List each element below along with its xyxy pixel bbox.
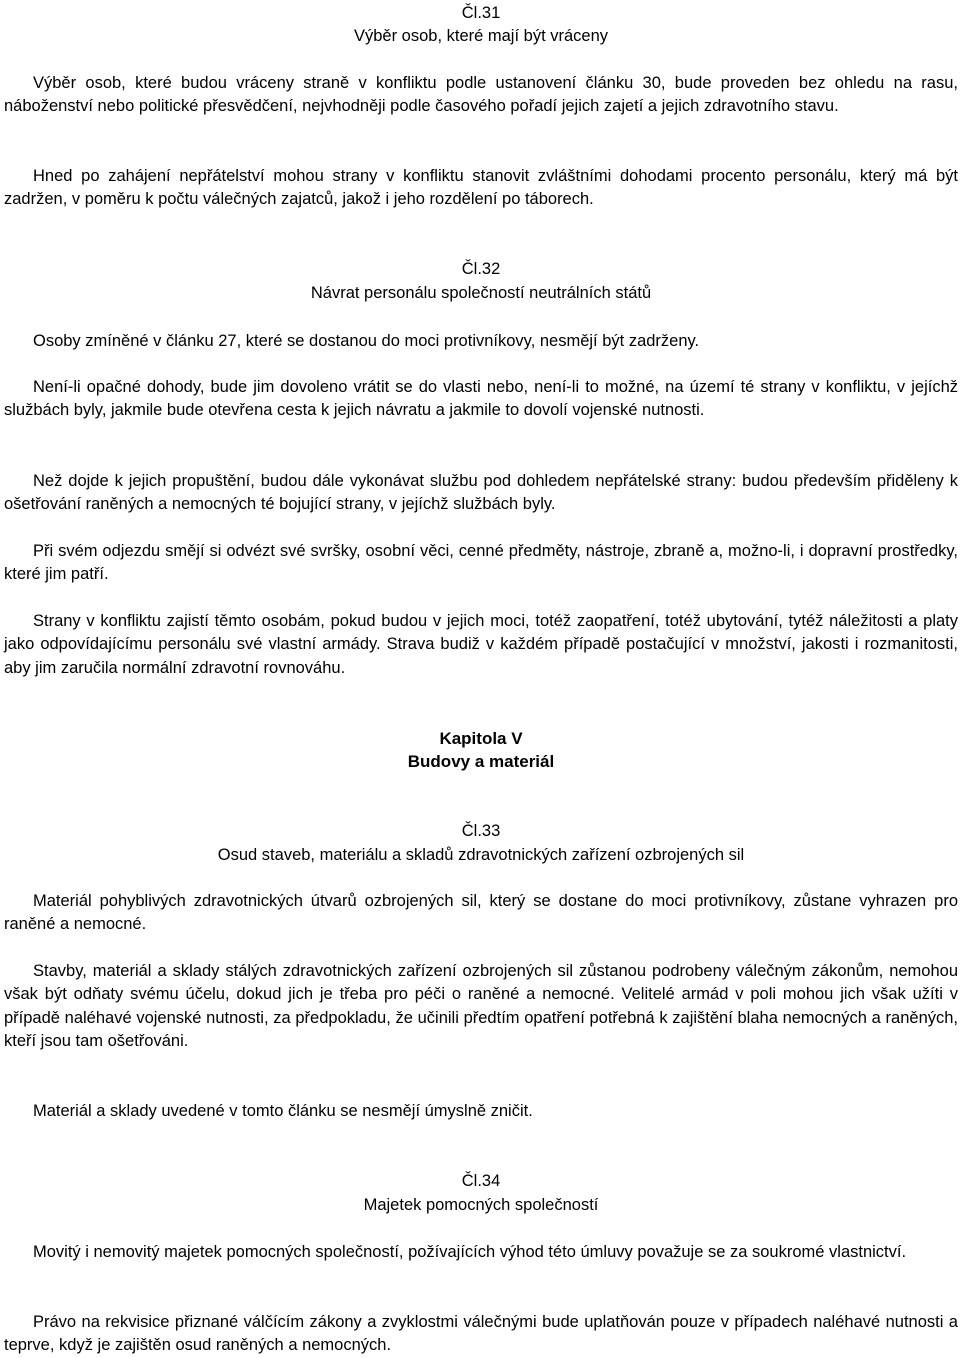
article-33-paragraph-3: Materiál a sklady uvedené v tomto článku se nesmějí úmyslně zničit.: [33, 1102, 533, 1120]
article-34-paragraph-1: Movitý i nemovitý majetek pomocných společností, požívajících výhod této úmluvy považuje se za soukromé vlastnictví.: [33, 1243, 907, 1261]
article-32-paragraph-3: Než dojde k jejich propuštění, budou dále vykonávat službu pod dohledem nepřátelské strany: budou především přiděleny k ošetřování raněných a nemocných té bojující strany, v jejíchž službách byly.: [4, 472, 958, 514]
article-32-title: Návrat personálu společností neutrálních států: [310, 284, 652, 302]
chapter-heading: Kapitola V: [439, 729, 523, 748]
article-34-title: Majetek pomocných společností: [363, 1196, 599, 1214]
article-32-paragraph-2: Není-li opačné dohody, bude jim dovoleno vrátit se do vlasti nebo, není-li to možné, na území té strany v konfliktu, v jejíchž službách byly, jakmile bude otevřena cesta k jejich návratu a jakmile to dovolí vojenské nutnosti.: [4, 378, 958, 420]
article-31-number: Čl.31: [461, 4, 501, 22]
article-33-number: Čl.33: [461, 822, 501, 840]
article-31-paragraph-2: Hned po zahájení nepřátelství mohou strany v konfliktu stanovit zvláštními dohodami procento personálu, který má být zadržen, v poměru k počtu válečných zajatců, jakož i jeho rozdělení po táborech.: [4, 167, 958, 209]
article-32-paragraph-1: Osoby zmíněné v článku 27, které se dostanou do moci protivníkovy, nesmějí být zadrženy.: [33, 332, 700, 350]
article-34-number: Čl.34: [461, 1172, 501, 1190]
article-31-paragraph-1: Výběr osob, které budou vráceny straně v konfliktu podle ustanovení článku 30, bude proveden bez ohledu na rasu, náboženství nebo politické přesvědčení, nejvhodněji podle časového pořadí jejich zajetí a jejich zdravotního stavu.: [4, 74, 958, 116]
article-33-paragraph-1: Materiál pohyblivých zdravotnických útvarů ozbrojených sil, který se dostane do moci protivníkovy, zůstane vyhrazen pro raněné a nemocné.: [4, 892, 958, 934]
article-32-number: Čl.32: [461, 260, 501, 278]
article-31-title: Výběr osob, které mají být vráceny: [353, 27, 609, 45]
article-34-paragraph-2: Právo na rekvisice přiznané válčícím zákony a zvyklostmi válečnými bude uplatňován pouze v případech naléhavé nutnosti a teprve, když je zajištěn osud raněných a nemocných.: [4, 1313, 958, 1355]
article-32-paragraph-4: Při svém odjezdu smějí si odvézt své svršky, osobní věci, cenné předměty, nástroje, zbraně a, možno-li, i dopravní prostředky, které jim patří.: [4, 542, 958, 584]
article-33-title: Osud staveb, materiálu a skladů zdravotnických zařízení ozbrojených sil: [217, 846, 745, 864]
article-33-paragraph-2: Stavby, materiál a sklady stálých zdravotnických zařízení ozbrojených sil zůstanou podrobeny válečným zákonům, nemohou však být odňaty svému účelu, dokud jich je třeba pro péči o raněné a nemocné. Velitelé armád v poli mohou jich však užíti v případě naléhavé vojenské nutnosti, za předpokladu, že učinili předtím opatření potřebná k zajištění blaha nemocných a raněných, kteří jsou tam ošetřováni.: [4, 962, 958, 1051]
article-32-paragraph-5: Strany v konfliktu zajistí těmto osobám, pokud budou v jejich moci, totéž zaopatření, totéž ubytování, tytéž náležitosti a platy jako odpovídajícímu personálu své vlastní armády. Strava budiž v každém případě postačující v množství, jakosti i rozmanitosti, aby jim zaručila normální zdravotní rovnováhu.: [4, 612, 958, 677]
chapter-title: Budovy a materiál: [407, 752, 555, 771]
